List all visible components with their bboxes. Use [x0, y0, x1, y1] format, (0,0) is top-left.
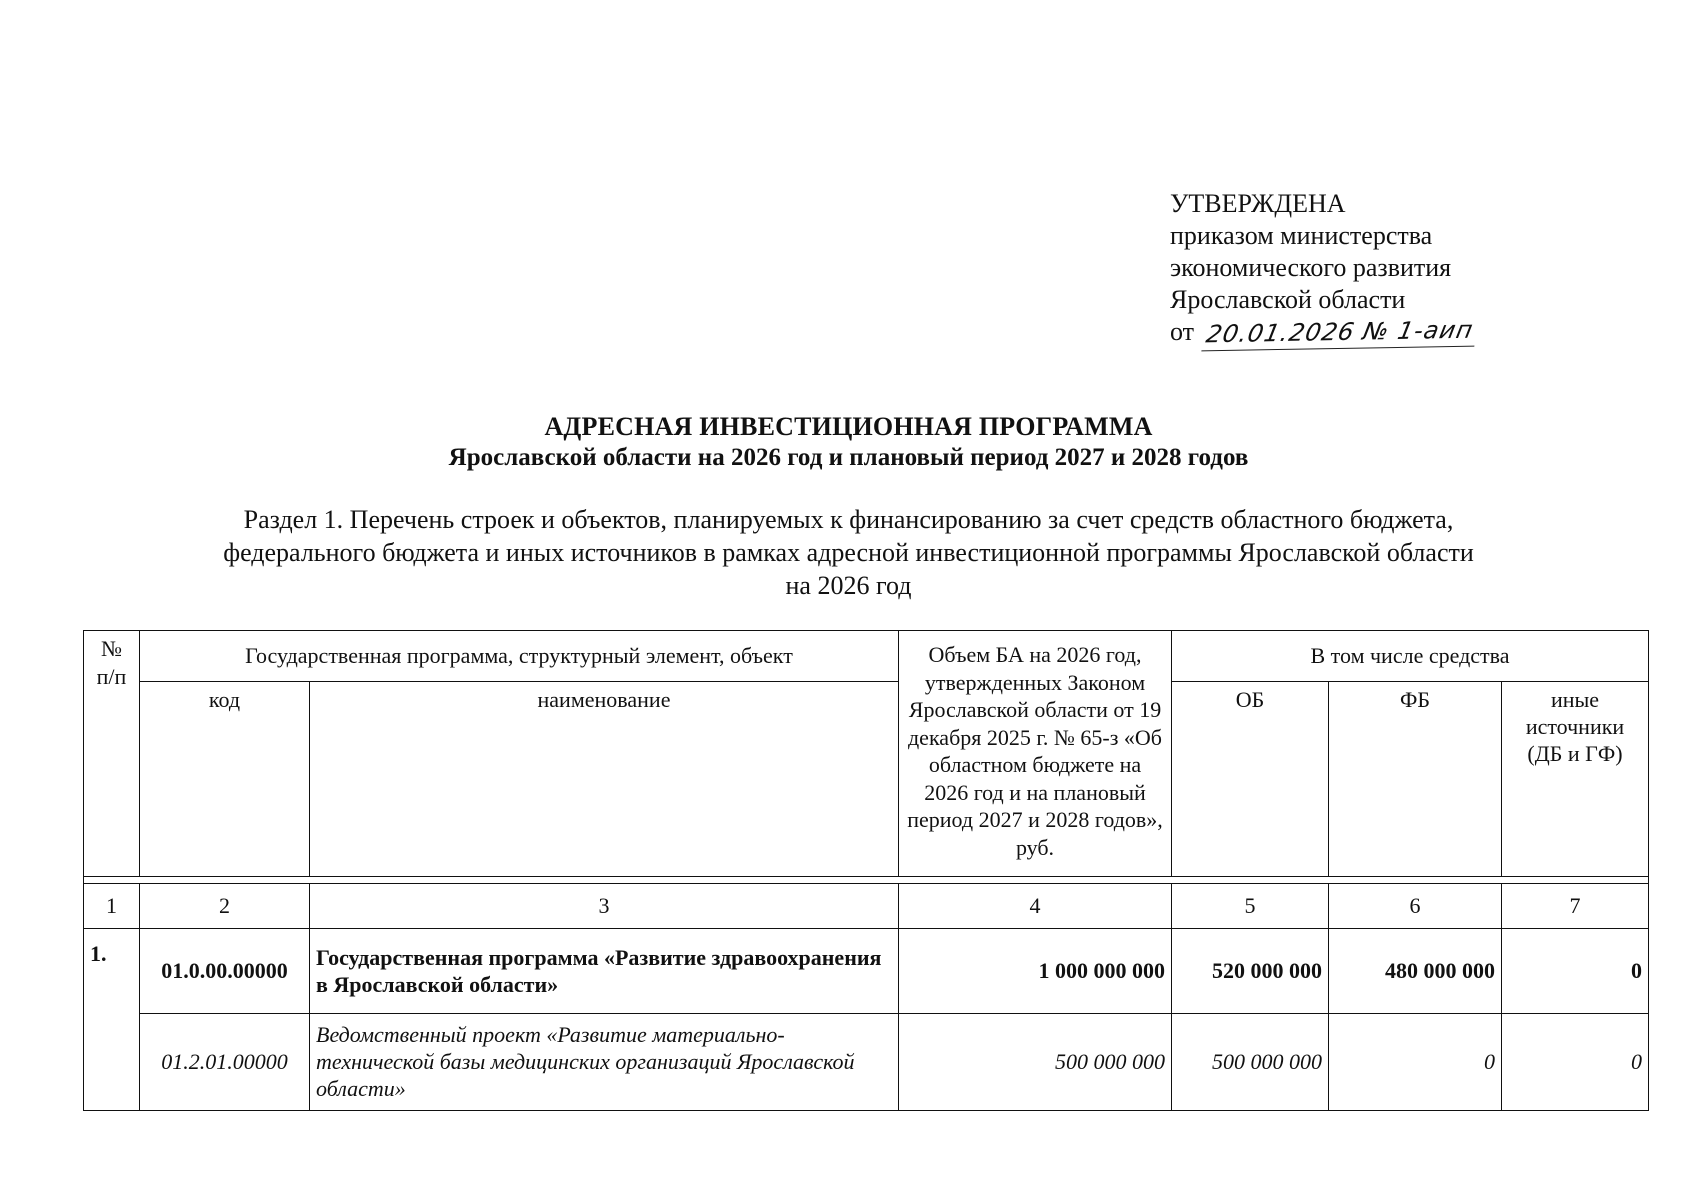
header-num: № п/п — [84, 631, 140, 877]
document-title: АДРЕСНАЯ ИНВЕСТИЦИОННАЯ ПРОГРАММА — [544, 412, 1153, 441]
table-row — [84, 1013, 1649, 1110]
row-code: 01.0.00.00000 — [140, 929, 310, 1014]
header-volume: Объем БА на 2026 год, утвержденных Законом Ярославской области от 19 декабря 2025 г. № 65-з «Об областном бюджете на 2026 год и на плановый период 2027 и 2028 годов», руб. — [899, 631, 1172, 877]
row-fb: 0 — [1329, 1013, 1502, 1110]
row-other: 0 — [1502, 1013, 1649, 1110]
approval-line-2: экономического развития — [1170, 253, 1452, 282]
header-separator — [84, 877, 1649, 884]
row-ob: 520 000 000 — [1172, 929, 1329, 1014]
row-code: 01.2.01.00000 — [140, 1013, 310, 1110]
row-name: Государственная программа «Развитие здравоохранения в Ярославской области» — [310, 929, 899, 1014]
row-fb: 480 000 000 — [1329, 929, 1502, 1014]
approval-block — [1170, 188, 1476, 349]
handwritten-date-number: 20.01.2026 № 1-аип — [1201, 314, 1480, 352]
row-name: Ведомственный проект «Развитие материально-технической базы медицинских организаций Ярославской области» — [310, 1013, 899, 1110]
investment-program-table — [83, 630, 1649, 1111]
column-number: 1 — [84, 884, 140, 929]
column-number: 7 — [1502, 884, 1649, 929]
table-row — [84, 929, 1649, 1014]
header-including-group: В том числе средства — [1172, 631, 1649, 682]
row-other: 0 — [1502, 929, 1649, 1014]
approval-line-1: приказом министерства — [1170, 221, 1433, 250]
section-title-line-3: на 2026 год — [785, 571, 912, 600]
approval-line-3: Ярославской области — [1170, 285, 1406, 314]
column-number: 6 — [1329, 884, 1502, 929]
approval-date-line — [1170, 316, 1476, 349]
header-fb: ФБ — [1329, 682, 1502, 877]
row-num — [84, 1013, 140, 1110]
section-title-line-2: федерального бюджета и иных источников в рамках адресной инвестиционной программы Ярославской области — [223, 538, 1474, 567]
approval-from-prefix: от — [1170, 317, 1195, 346]
column-number: 5 — [1172, 884, 1329, 929]
column-numbers-row — [84, 884, 1649, 929]
column-number: 4 — [899, 884, 1172, 929]
header-row-2 — [84, 682, 1649, 877]
section-title — [150, 503, 1547, 602]
column-number: 3 — [310, 884, 899, 929]
document-subtitle: Ярославской области на 2026 год и плановый период 2027 и 2028 годов — [448, 444, 1249, 471]
header-code: код — [140, 682, 310, 877]
header-program-group: Государственная программа, структурный элемент, объект — [140, 631, 899, 682]
header-other: иные источники (ДБ и ГФ) — [1502, 682, 1649, 877]
column-number: 2 — [140, 884, 310, 929]
approval-status: УТВЕРЖДЕНА — [1170, 189, 1346, 218]
row-volume: 500 000 000 — [899, 1013, 1172, 1110]
header-ob: ОБ — [1172, 682, 1329, 877]
header-row-1 — [84, 631, 1649, 682]
row-volume: 1 000 000 000 — [899, 929, 1172, 1014]
section-title-line-1: Раздел 1. Перечень строек и объектов, планируемых к финансированию за счет средств областного бюджета, — [243, 505, 1454, 534]
header-name: наименование — [310, 682, 899, 877]
row-num: 1. — [84, 929, 140, 1014]
row-ob: 500 000 000 — [1172, 1013, 1329, 1110]
